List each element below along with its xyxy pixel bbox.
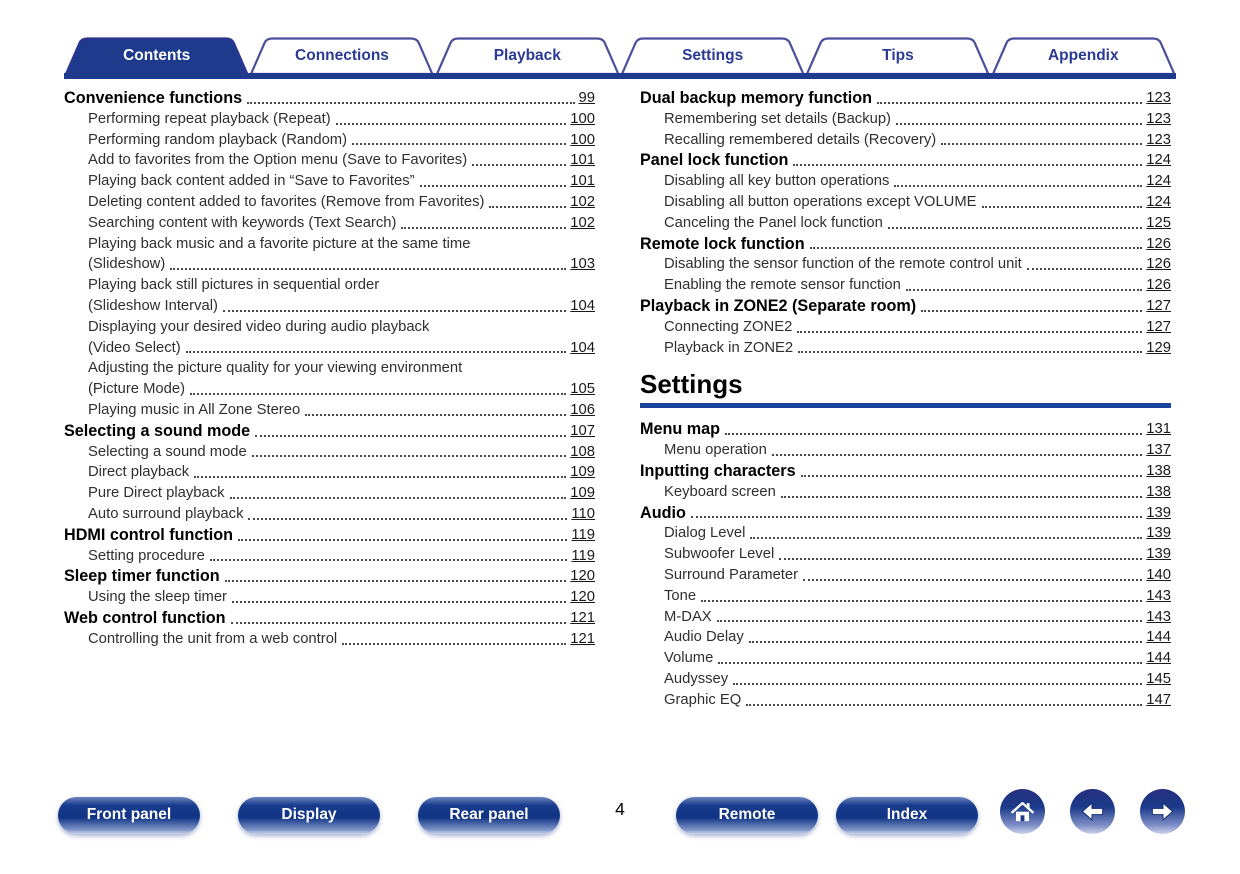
toc-entry-label: Surround Parameter [664,566,799,583]
toc-entry-label: Menu map [640,420,721,439]
tab-tips[interactable] [805,36,990,74]
toc-entry-label: Disabling all button operations except VOLUME [664,193,977,210]
toc-entry[interactable] [64,192,595,213]
page-link[interactable]: 120 [570,589,595,606]
page-link[interactable]: 100 [570,131,595,148]
tab-label: Appendix [1047,47,1119,64]
tab-bar-underline [64,73,1176,79]
toc-section-entry[interactable] [64,608,595,629]
dot-leader [781,496,1142,498]
page-link[interactable]: 147 [1146,691,1171,708]
toc-section-entry[interactable] [640,234,1171,255]
dot-leader [896,123,1142,125]
dot-leader [701,600,1142,602]
tab-label: Tips [882,47,914,64]
page-link[interactable]: 129 [1146,339,1171,356]
dot-leader [733,683,1142,685]
toc-entry-label: Volume [664,650,714,667]
page-link[interactable]: 102 [570,193,595,210]
toc-entry[interactable] [640,275,1171,296]
dot-leader [982,206,1143,208]
page-link[interactable]: 124 [1146,193,1171,210]
toc-entry[interactable] [640,523,1171,544]
dot-leader [489,206,566,208]
toc-column-right [640,88,1171,711]
toc-entry[interactable] [640,192,1171,213]
remote-button[interactable]: Remote [676,797,818,834]
toc-entry-label: Deleting content added to favorites (Remove from Favorites) [88,193,485,210]
toc-entry-label: Convenience functions [64,89,243,107]
page-link[interactable]: 139 [1146,525,1171,542]
toc-section-entry[interactable] [64,566,595,587]
toc-entry[interactable] [64,130,595,151]
toc-entry-first-line[interactable]: Playing back music and a favorite picture at the same time [88,235,471,252]
toc-entry[interactable] [640,171,1171,192]
toc-entry[interactable] [64,442,595,463]
dot-leader [252,455,567,457]
section-heading-rule [640,403,1171,408]
toc-entry-label: Web control function [64,608,226,627]
toc-entry-label: Performing random playback (Random) [88,131,348,148]
dot-leader [170,268,566,270]
tab-connections[interactable] [249,36,434,74]
toc-entry[interactable] [640,338,1171,359]
dot-leader [210,559,568,561]
toc-entry[interactable] [64,504,595,525]
dot-leader [352,143,566,145]
right-arrow-icon [1149,798,1176,825]
toc-entry-label: M-DAX [664,608,712,625]
page-link[interactable]: 144 [1146,650,1171,667]
page-link[interactable]: 140 [1146,566,1171,583]
toc-entry-label: Tone [664,587,697,604]
toc-entry-label: Menu operation [664,442,767,459]
page-link[interactable]: 101 [570,173,595,190]
toc-entry-label: Sleep timer function [64,567,220,586]
page-link[interactable]: 127 [1146,297,1171,314]
dot-leader [225,580,567,582]
dot-leader [420,185,567,187]
toc-entry-label: Connecting ZONE2 [664,318,793,335]
toc-entry-label: Enabling the remote sensor function [664,277,901,294]
toc-entry-label: Pure Direct playback [88,485,225,502]
dot-leader [810,247,1143,249]
toc-entry[interactable] [64,338,595,359]
page-link[interactable]: 123 [1146,110,1171,127]
dot-leader [877,102,1142,104]
page-link[interactable]: 126 [1146,235,1171,252]
dot-leader [238,539,567,541]
toc-entry[interactable] [640,317,1171,338]
toc-entry[interactable] [64,587,595,608]
toc-entry[interactable] [64,546,595,567]
page-link[interactable]: 127 [1146,318,1171,335]
toc-entry[interactable] [640,544,1171,565]
dot-leader [801,475,1143,477]
page-link[interactable]: 103 [570,256,595,273]
toc-section-entry[interactable] [64,88,595,109]
dot-leader [750,537,1142,539]
dot-leader [718,662,1142,664]
toc-entry[interactable] [640,690,1171,711]
page-link[interactable]: 139 [1146,504,1171,521]
page-link[interactable]: 102 [570,214,595,231]
toc-section-entry[interactable] [640,88,1171,109]
toc-entry[interactable] [640,130,1171,151]
toc-entry[interactable] [64,483,595,504]
page-link[interactable]: 119 [571,526,595,543]
dot-leader [247,102,574,104]
dot-leader [248,518,567,520]
toc-entry[interactable] [64,296,595,317]
dot-leader [305,414,566,416]
toc-entry-label: Playing back content added in “Save to Favorites” [88,173,415,190]
back-button[interactable] [1070,789,1115,834]
display-button[interactable]: Display [238,797,380,834]
dot-leader [691,516,1142,518]
toc-entry[interactable] [640,565,1171,586]
toc-entry-label: Dialog Level [664,525,746,542]
dot-leader [717,620,1143,622]
home-button[interactable] [1000,789,1045,834]
dot-leader [798,351,1142,353]
toc-entry[interactable] [64,213,595,234]
toc-entry-label: Playback in ZONE2 [664,339,794,356]
page-link[interactable]: 131 [1146,421,1171,438]
toc-entry-label: Performing repeat playback (Repeat) [88,110,331,127]
left-arrow-icon [1079,798,1106,825]
toc-entry-label: Direct playback [88,464,190,481]
front-panel-button[interactable]: Front panel [58,797,200,834]
page-link[interactable]: 144 [1146,629,1171,646]
toc-section-entry[interactable] [640,150,1171,171]
page-link[interactable]: 109 [570,464,595,481]
toc-entry-label: Selecting a sound mode [88,443,247,460]
dot-leader [793,164,1142,166]
dot-leader [941,143,1142,145]
toc-entry-label: Keyboard screen [664,483,776,500]
page-link[interactable]: 104 [570,339,595,356]
dot-leader [231,622,567,624]
toc-entry-label: Audio [640,503,686,522]
section-heading: Settings [640,369,743,400]
toc-entry-label: Add to favorites from the Option menu (Save to Favorites) [88,152,468,169]
toc-entry[interactable] [640,669,1171,690]
page-link[interactable]: 143 [1146,608,1171,625]
toc-section-entry[interactable] [640,503,1171,524]
toc-entry-label: Dual backup memory function [640,89,873,107]
page-link[interactable]: 105 [570,381,595,398]
page-link[interactable]: 138 [1146,462,1171,479]
toc-entry-label: Recalling remembered details (Recovery) [664,131,937,148]
toc-entry-label: Audyssey [664,670,729,687]
page-link[interactable]: 101 [570,152,595,169]
tab-label: Contents [123,47,191,64]
toc-entry[interactable] [640,109,1171,130]
dot-leader [230,497,567,499]
dot-leader [190,393,566,395]
toc-entry[interactable] [64,379,595,400]
dot-leader [894,185,1142,187]
toc-entry[interactable] [64,150,595,171]
toc-entry-label: Disabling all key button operations [664,173,890,190]
dot-leader [749,641,1143,643]
page-link[interactable]: 106 [570,401,595,418]
toc-entry-label: (Picture Mode) [88,381,186,398]
toc-entry-label: Playing music in All Zone Stereo [88,401,301,418]
tab-label: Settings [682,47,744,64]
toc-section-entry[interactable] [64,525,595,546]
tab-contents[interactable] [64,36,249,74]
toc-entry[interactable] [640,627,1171,648]
toc-entry-label: Remembering set details (Backup) [664,110,891,127]
index-button[interactable]: Index [836,797,978,834]
page-link[interactable]: 125 [1146,214,1171,231]
dot-leader [797,331,1142,333]
toc-entry-label: Searching content with keywords (Text Search) [88,214,397,231]
tab-playback[interactable] [435,36,620,74]
toc-section-entry[interactable] [640,461,1171,482]
page-link[interactable]: 108 [570,443,595,460]
toc-entry-label: Controlling the unit from a web control [88,630,338,647]
forward-button[interactable] [1140,789,1185,834]
toc-entry-label: HDMI control function [64,525,234,544]
rear-panel-button[interactable]: Rear panel [418,797,560,834]
toc-entry[interactable] [64,462,595,483]
toc-entry[interactable] [64,171,595,192]
toc-entry-label: Canceling the Panel lock function [664,214,883,231]
tab-appendix[interactable] [991,36,1176,74]
toc-entry-label: Playback in ZONE2 (Separate room) [640,296,917,315]
dot-leader [336,123,567,125]
toc-entry-label: (Slideshow Interval) [88,297,218,314]
page-link[interactable]: 145 [1146,670,1171,687]
page-link[interactable]: 123 [1146,90,1171,106]
dot-leader [342,643,566,645]
toc-entry-label: Subwoofer Level [664,546,775,563]
toc-entry-label: Disabling the sensor function of the remote control unit [664,256,1022,273]
toc-entry-first-line[interactable]: Displaying your desired video during audio playback [88,318,430,335]
page-link[interactable]: 100 [570,110,595,127]
toc-entry[interactable] [64,109,595,130]
dot-leader [223,310,566,312]
toc-entry-label: Graphic EQ [664,691,742,708]
page-link[interactable]: 126 [1146,256,1171,273]
tab-bar [64,36,1176,74]
dot-leader [921,310,1142,312]
toc-entry[interactable] [640,440,1171,461]
tab-label: Connections [295,47,389,64]
toc-entry[interactable] [64,254,595,275]
toc-entry[interactable] [640,213,1171,234]
toc-entry-first-line[interactable]: Playing back still pictures in sequential order [88,277,380,294]
toc-section-entry[interactable] [64,421,595,442]
page-link[interactable]: 139 [1146,546,1171,563]
dot-leader [1027,268,1143,270]
tab-settings[interactable] [620,36,805,74]
toc-entry[interactable] [640,254,1171,275]
dot-leader [746,704,1142,706]
page-link[interactable]: 119 [571,547,595,564]
page-link[interactable]: 123 [1146,131,1171,148]
dot-leader [401,227,566,229]
toc-entry[interactable] [640,586,1171,607]
toc-entry[interactable] [640,607,1171,628]
toc-section-entry[interactable] [640,419,1171,440]
page-link[interactable]: 124 [1146,152,1171,169]
dot-leader [725,433,1142,435]
tab-label: Playback [493,47,561,64]
toc-column-left [64,88,595,650]
toc-entry-label: Remote lock function [640,234,805,253]
dot-leader [186,351,567,353]
toc-entry-label: Selecting a sound mode [64,421,251,440]
toc-entry-label: (Slideshow) [88,256,166,273]
toc-entry-label: Auto surround playback [88,505,244,522]
dot-leader [888,227,1142,229]
page-link[interactable]: 109 [570,485,595,502]
page-link[interactable]: 110 [571,505,595,522]
page-link[interactable]: 121 [570,630,595,647]
toc-entry[interactable] [64,400,595,421]
dot-leader [779,558,1142,560]
page-link[interactable]: 99 [578,90,595,106]
home-icon [1009,798,1036,825]
toc-entry-label: Using the sleep timer [88,589,227,606]
toc-entry-label: Inputting characters [640,461,796,480]
dot-leader [232,601,566,603]
toc-entry[interactable] [64,629,595,650]
page-link[interactable]: 137 [1146,442,1171,459]
toc-entry-first-line[interactable]: Adjusting the picture quality for your viewing environment [88,360,463,377]
page-link[interactable]: 107 [570,422,595,439]
dot-leader [906,289,1142,291]
dot-leader [472,164,566,166]
page-link[interactable]: 126 [1146,277,1171,294]
toc-entry-label: (Video Select) [88,339,181,356]
toc-entry-label: Setting procedure [88,547,205,564]
toc-entry[interactable] [640,482,1171,503]
page-number: 4 [615,799,625,819]
dot-leader [803,579,1142,581]
page-link[interactable]: 104 [570,297,595,314]
toc-entry-label: Panel lock function [640,151,789,170]
page-link[interactable]: 120 [570,568,595,585]
page-link[interactable]: 143 [1146,587,1171,604]
page-link[interactable]: 138 [1146,483,1171,500]
page-link[interactable]: 121 [570,609,595,626]
toc-entry-label: Audio Delay [664,629,744,646]
page-link[interactable]: 124 [1146,173,1171,190]
dot-leader [772,454,1142,456]
toc-entry[interactable] [640,648,1171,669]
toc-section-entry[interactable] [640,296,1171,317]
dot-leader [194,476,566,478]
dot-leader [255,435,566,437]
